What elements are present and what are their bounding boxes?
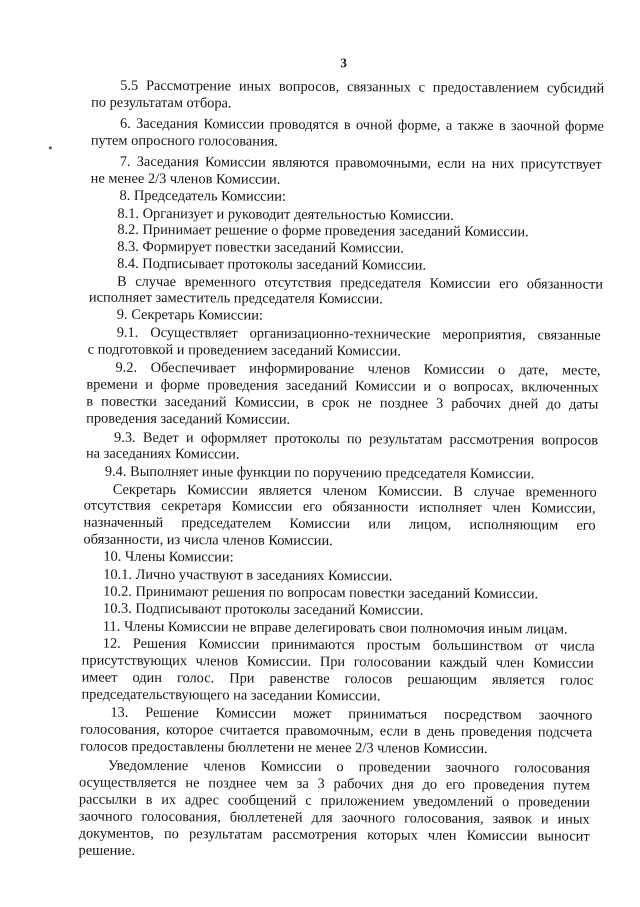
text-line: исполняет заместитель председателя Комиссии. (88, 289, 383, 308)
text-line: проведения заседаний Комиссии. (86, 410, 291, 428)
text-line: 10.2. Принимают решения по вопросам повестки заседаний Комиссии. (103, 583, 539, 603)
text-line: 12. Решения Комиссии принимаются простым большинством от числа (102, 635, 595, 655)
text-line: голосования, которое считается правомочным, если в день проведения подсчета (80, 721, 593, 741)
page-number: 3 (340, 55, 347, 71)
text-line: 8.4. Подписывает протоколы заседаний Комиссии. (117, 255, 427, 274)
text-line: с подготовкой и проведением заседаний Комиссии. (87, 341, 401, 360)
text-line: голосов предоставлены бюллетени не менее 2/3 членов Комиссии. (80, 738, 488, 758)
text-line: заочного голосования, бюллетеней для заочного голосования, заявок и иных (78, 808, 590, 828)
text-line: путем опросного голосования. (90, 132, 278, 150)
text-line: 8.2. Принимает решение о форме проведения заседаний Комиссии. (117, 221, 529, 241)
text-line: не менее 2/3 членов Комиссии. (90, 170, 281, 188)
text-line: 8.1. Организует и руководит деятельностью Комиссии. (117, 205, 454, 224)
scan-speck (49, 146, 52, 149)
text-line: 10.1. Лично участвуют в заседаниях Комиссии. (103, 566, 393, 585)
text-line: Уведомление членов Комиссии о проведении заочного голосования (108, 757, 591, 777)
text-line: 11. Члены Комиссии не вправе делегировать свои полномочия иным лицам. (102, 618, 568, 638)
text-line: В случае временного отсутствия председателя Комиссии его обязанности (116, 273, 604, 293)
text-line: осуществляется не позднее чем за 3 рабочих дня до его проведения путем (78, 774, 591, 794)
text-line: обязанности, из числа членов Комиссии. (83, 531, 333, 550)
text-line: председательствующего на заседании Комиссии. (81, 686, 381, 705)
text-line: в повестки заседаний Комиссии, в срок не позднее 3 рабочих дней до даты (86, 393, 599, 413)
text-line: 5.5 Рассмотрение иных вопросов, связанных с предоставлением субсидий (120, 77, 605, 97)
text-line: Секретарь Комиссии является членом Комиссии. В случае временного (112, 481, 597, 501)
text-line: 6. Заседания Комиссии проводятся в очной форме, а также в заочной форме (119, 115, 605, 135)
text-line: времени и форме проведения заседаний Комиссии и о вопросах, включенных (86, 376, 599, 396)
text-line: 9.1. Осуществляет организационно-технические мероприятия, связанные (116, 324, 601, 344)
text-line: назначенный председателем Комиссии или лицом, исполняющим его (83, 514, 596, 534)
text-line: присутствующих членов Комиссии. При голосовании каждый член Комиссии (81, 652, 594, 672)
text-line: 9.3. Ведет и оформляет протоколы по результатам рассмотрения вопросов (114, 429, 599, 449)
text-line: документов, по результатам рассмотрения которых член Комиссии выносит (78, 825, 590, 845)
text-line: 9.2. Обеспечивает информирование членов Комиссии о дате, месте, (115, 359, 601, 379)
text-line: на заседаниях Комиссии. (85, 445, 240, 463)
text-line: решение. (78, 842, 136, 859)
text-line: имеет один голос. При равенстве голосов решающим является голос (81, 669, 594, 689)
section-heading: 10. Члены Комиссии: (103, 548, 234, 566)
text-line: по результатам отбора. (91, 94, 232, 112)
text-line: рассылки в их адрес сообщений с приложением уведомлений о проведении (78, 791, 590, 811)
text-line: 7. Заседания Комиссии являются правомочными, если на них присутствует (119, 153, 602, 173)
section-heading: 9. Секретарь Комиссии: (116, 306, 263, 324)
section-heading: 8. Председатель Комиссии: (119, 187, 287, 205)
text-line: 13. Решение Комиссии может приниматься посредством заочного (110, 704, 593, 724)
text-line: 10.3. Подписывают протоколы заседаний Комиссии. (102, 600, 424, 619)
text-line: 8.3. Формирует повестки заседаний Комиссии. (117, 238, 405, 257)
text-line: отсутствия секретаря Комиссии его обязанности исполняет член Комиссии, (83, 497, 596, 517)
text-line: 9.4. Выполняет иные функции по поручению председателя Комиссии. (104, 463, 535, 483)
